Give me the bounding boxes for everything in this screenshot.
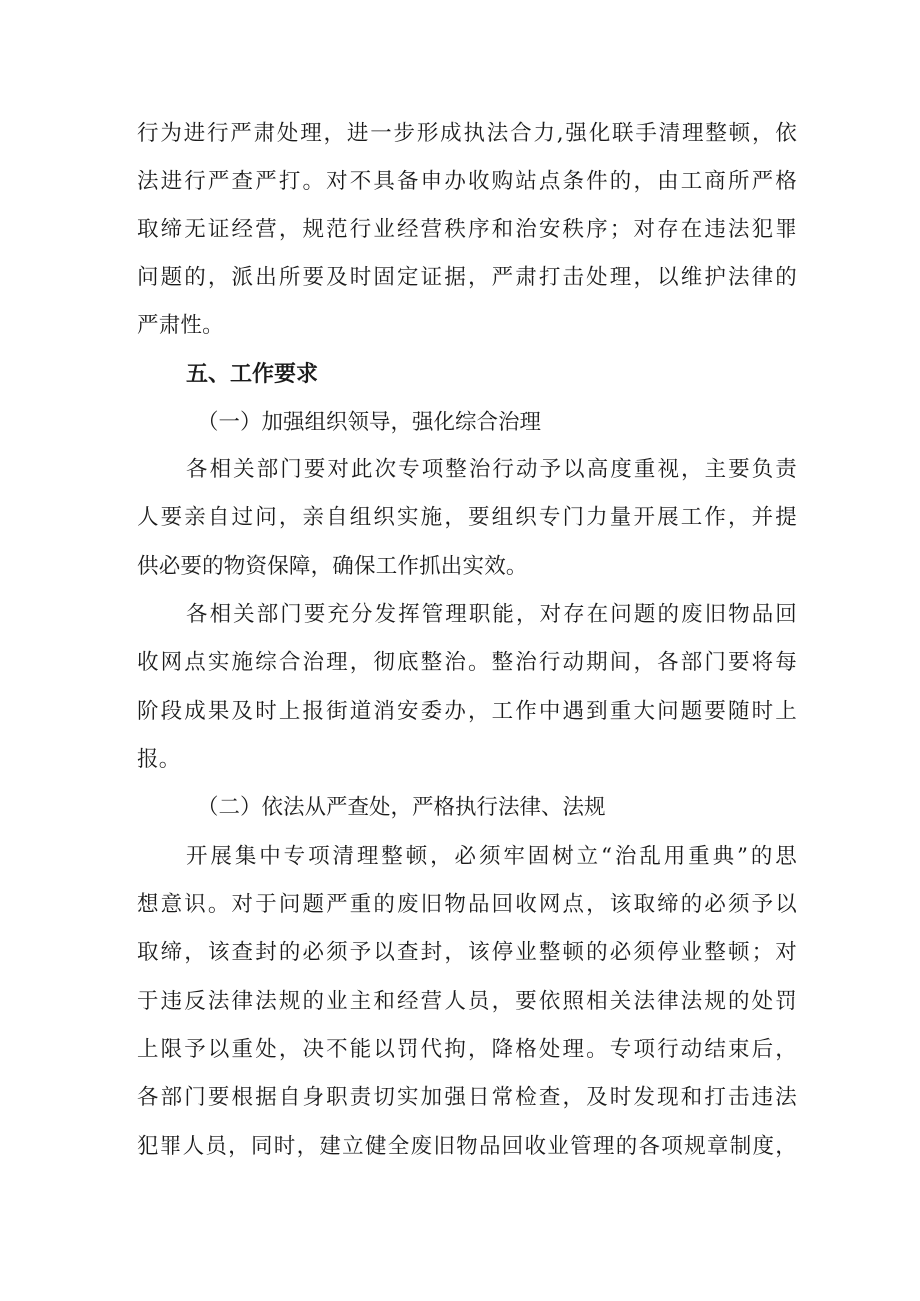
paragraph-line: 开展集中专项清理整顿，必须牢固树立“治乱用重典”的思 xyxy=(186,844,797,869)
subsection-heading: （一）加强组织领导，强化综合治理 xyxy=(197,410,542,435)
paragraph-line: 想意识。对于问题严重的废旧物品回收网点，该取缔的必须予以 xyxy=(137,892,797,917)
paragraph-line: 行为进行严肃处理，进一步形成执法合力,强化联手清理整顿，依 xyxy=(137,121,797,146)
paragraph-line: 各相关部门要对此次专项整治行动予以高度重视，主要负责 xyxy=(186,457,797,482)
paragraph-line: 上限予以重处，决不能以罚代拘，降格处理。专项行动结束后， xyxy=(137,1037,797,1062)
paragraph-line: 人要亲自过问，亲自组织实施，要组织专门力量开展工作，并提 xyxy=(137,505,797,530)
subsection-heading: （二）依法从严查处，严格执行法律、法规 xyxy=(197,795,606,820)
paragraph-line: 法进行严查严打。对不具备申办收购站点条件的，由工商所严格 xyxy=(137,169,797,194)
paragraph-line: 各部门要根据自身职责切实加强日常检查，及时发现和打击违法 xyxy=(137,1085,797,1110)
paragraph-line: 取缔无证经营，规范行业经营秩序和治安秩序；对存在违法犯罪 xyxy=(137,217,797,242)
paragraph-line: 犯罪人员，同时，建立健全废旧物品回收业管理的各项规章制度， xyxy=(137,1134,797,1159)
paragraph-line: 收网点实施综合治理，彻底整治。整治行动期间，各部门要将每 xyxy=(137,650,797,675)
paragraph-line: 于违反法律法规的业主和经营人员，要依照相关法律法规的处罚 xyxy=(137,989,797,1014)
paragraph-line: 问题的，派出所要及时固定证据，严肃打击处理，以维护法律的 xyxy=(137,265,797,290)
paragraph-line: 报。 xyxy=(137,747,181,772)
paragraph-line: 各相关部门要充分发挥管理职能，对存在问题的废旧物品回 xyxy=(186,602,797,627)
paragraph-line: 阶段成果及时上报街道消安委办，工作中遇到重大问题要随时上 xyxy=(137,699,797,724)
section-heading: 五、工作要求 xyxy=(186,362,319,387)
paragraph-line: 严肃性。 xyxy=(137,313,224,338)
paragraph-line: 取缔，该查封的必须予以查封，该停业整顿的必须停业整顿；对 xyxy=(137,940,797,965)
paragraph-line: 供必要的物资保障，确保工作抓出实效。 xyxy=(137,554,528,579)
